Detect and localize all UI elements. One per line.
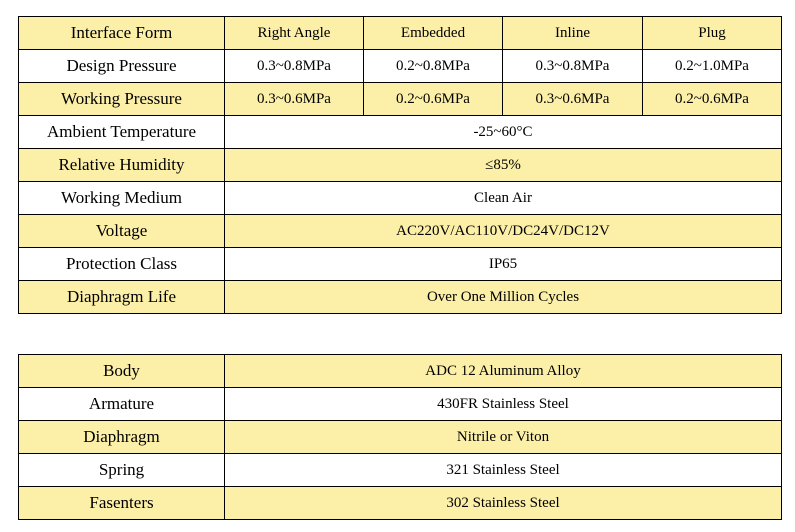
header-cell-inline: Inline [503, 17, 643, 50]
table-row-interface-form [19, 17, 782, 50]
row-label: Diaphragm [19, 421, 225, 454]
table-row-voltage [19, 215, 782, 248]
row-label: Ambient Temperature [19, 116, 225, 149]
table-cell: ADC 12 Aluminum Alloy [225, 355, 782, 388]
table-cell: 430FR Stainless Steel [225, 388, 782, 421]
table-row-armature [19, 388, 782, 421]
table-cell: ≤85% [225, 149, 782, 182]
table-row-protection-class [19, 248, 782, 281]
table-cell: 321 Stainless Steel [225, 454, 782, 487]
table-cell: Nitrile or Viton [225, 421, 782, 454]
row-label: Diaphragm Life [19, 281, 225, 314]
row-label: Protection Class [19, 248, 225, 281]
table-cell: 0.3~0.6MPa [503, 83, 643, 116]
specifications-table [18, 16, 782, 314]
table-row-working-pressure [19, 83, 782, 116]
table-row-ambient-temperature [19, 116, 782, 149]
row-label: Spring [19, 454, 225, 487]
table-row-relative-humidity [19, 149, 782, 182]
header-cell-plug: Plug [643, 17, 782, 50]
table-cell: 0.2~0.8MPa [364, 50, 503, 83]
table-cell: IP65 [225, 248, 782, 281]
table-row-spring [19, 454, 782, 487]
table-row-body [19, 355, 782, 388]
row-label: Voltage [19, 215, 225, 248]
table-row-fasteners [19, 487, 782, 520]
row-label: Relative Humidity [19, 149, 225, 182]
header-cell-interface-form: Interface Form [19, 17, 225, 50]
table-row-design-pressure [19, 50, 782, 83]
table-cell: 0.3~0.6MPa [225, 83, 364, 116]
table-cell: 0.2~0.6MPa [364, 83, 503, 116]
table-cell: 0.2~1.0MPa [643, 50, 782, 83]
row-label: Working Pressure [19, 83, 225, 116]
row-label: Body [19, 355, 225, 388]
table-row-diaphragm [19, 421, 782, 454]
header-cell-embedded: Embedded [364, 17, 503, 50]
table-cell: 302 Stainless Steel [225, 487, 782, 520]
table-cell: 0.3~0.8MPa [503, 50, 643, 83]
row-label: Working Medium [19, 182, 225, 215]
row-label: Fasenters [19, 487, 225, 520]
table-cell: AC220V/AC110V/DC24V/DC12V [225, 215, 782, 248]
row-label: Design Pressure [19, 50, 225, 83]
table-cell: Over One Million Cycles [225, 281, 782, 314]
table-cell: Clean Air [225, 182, 782, 215]
table-cell: -25~60°C [225, 116, 782, 149]
row-label: Armature [19, 388, 225, 421]
table-row-diaphragm-life [19, 281, 782, 314]
table-row-working-medium [19, 182, 782, 215]
materials-table [18, 354, 782, 520]
header-cell-right-angle: Right Angle [225, 17, 364, 50]
table-cell: 0.2~0.6MPa [643, 83, 782, 116]
table-cell: 0.3~0.8MPa [225, 50, 364, 83]
